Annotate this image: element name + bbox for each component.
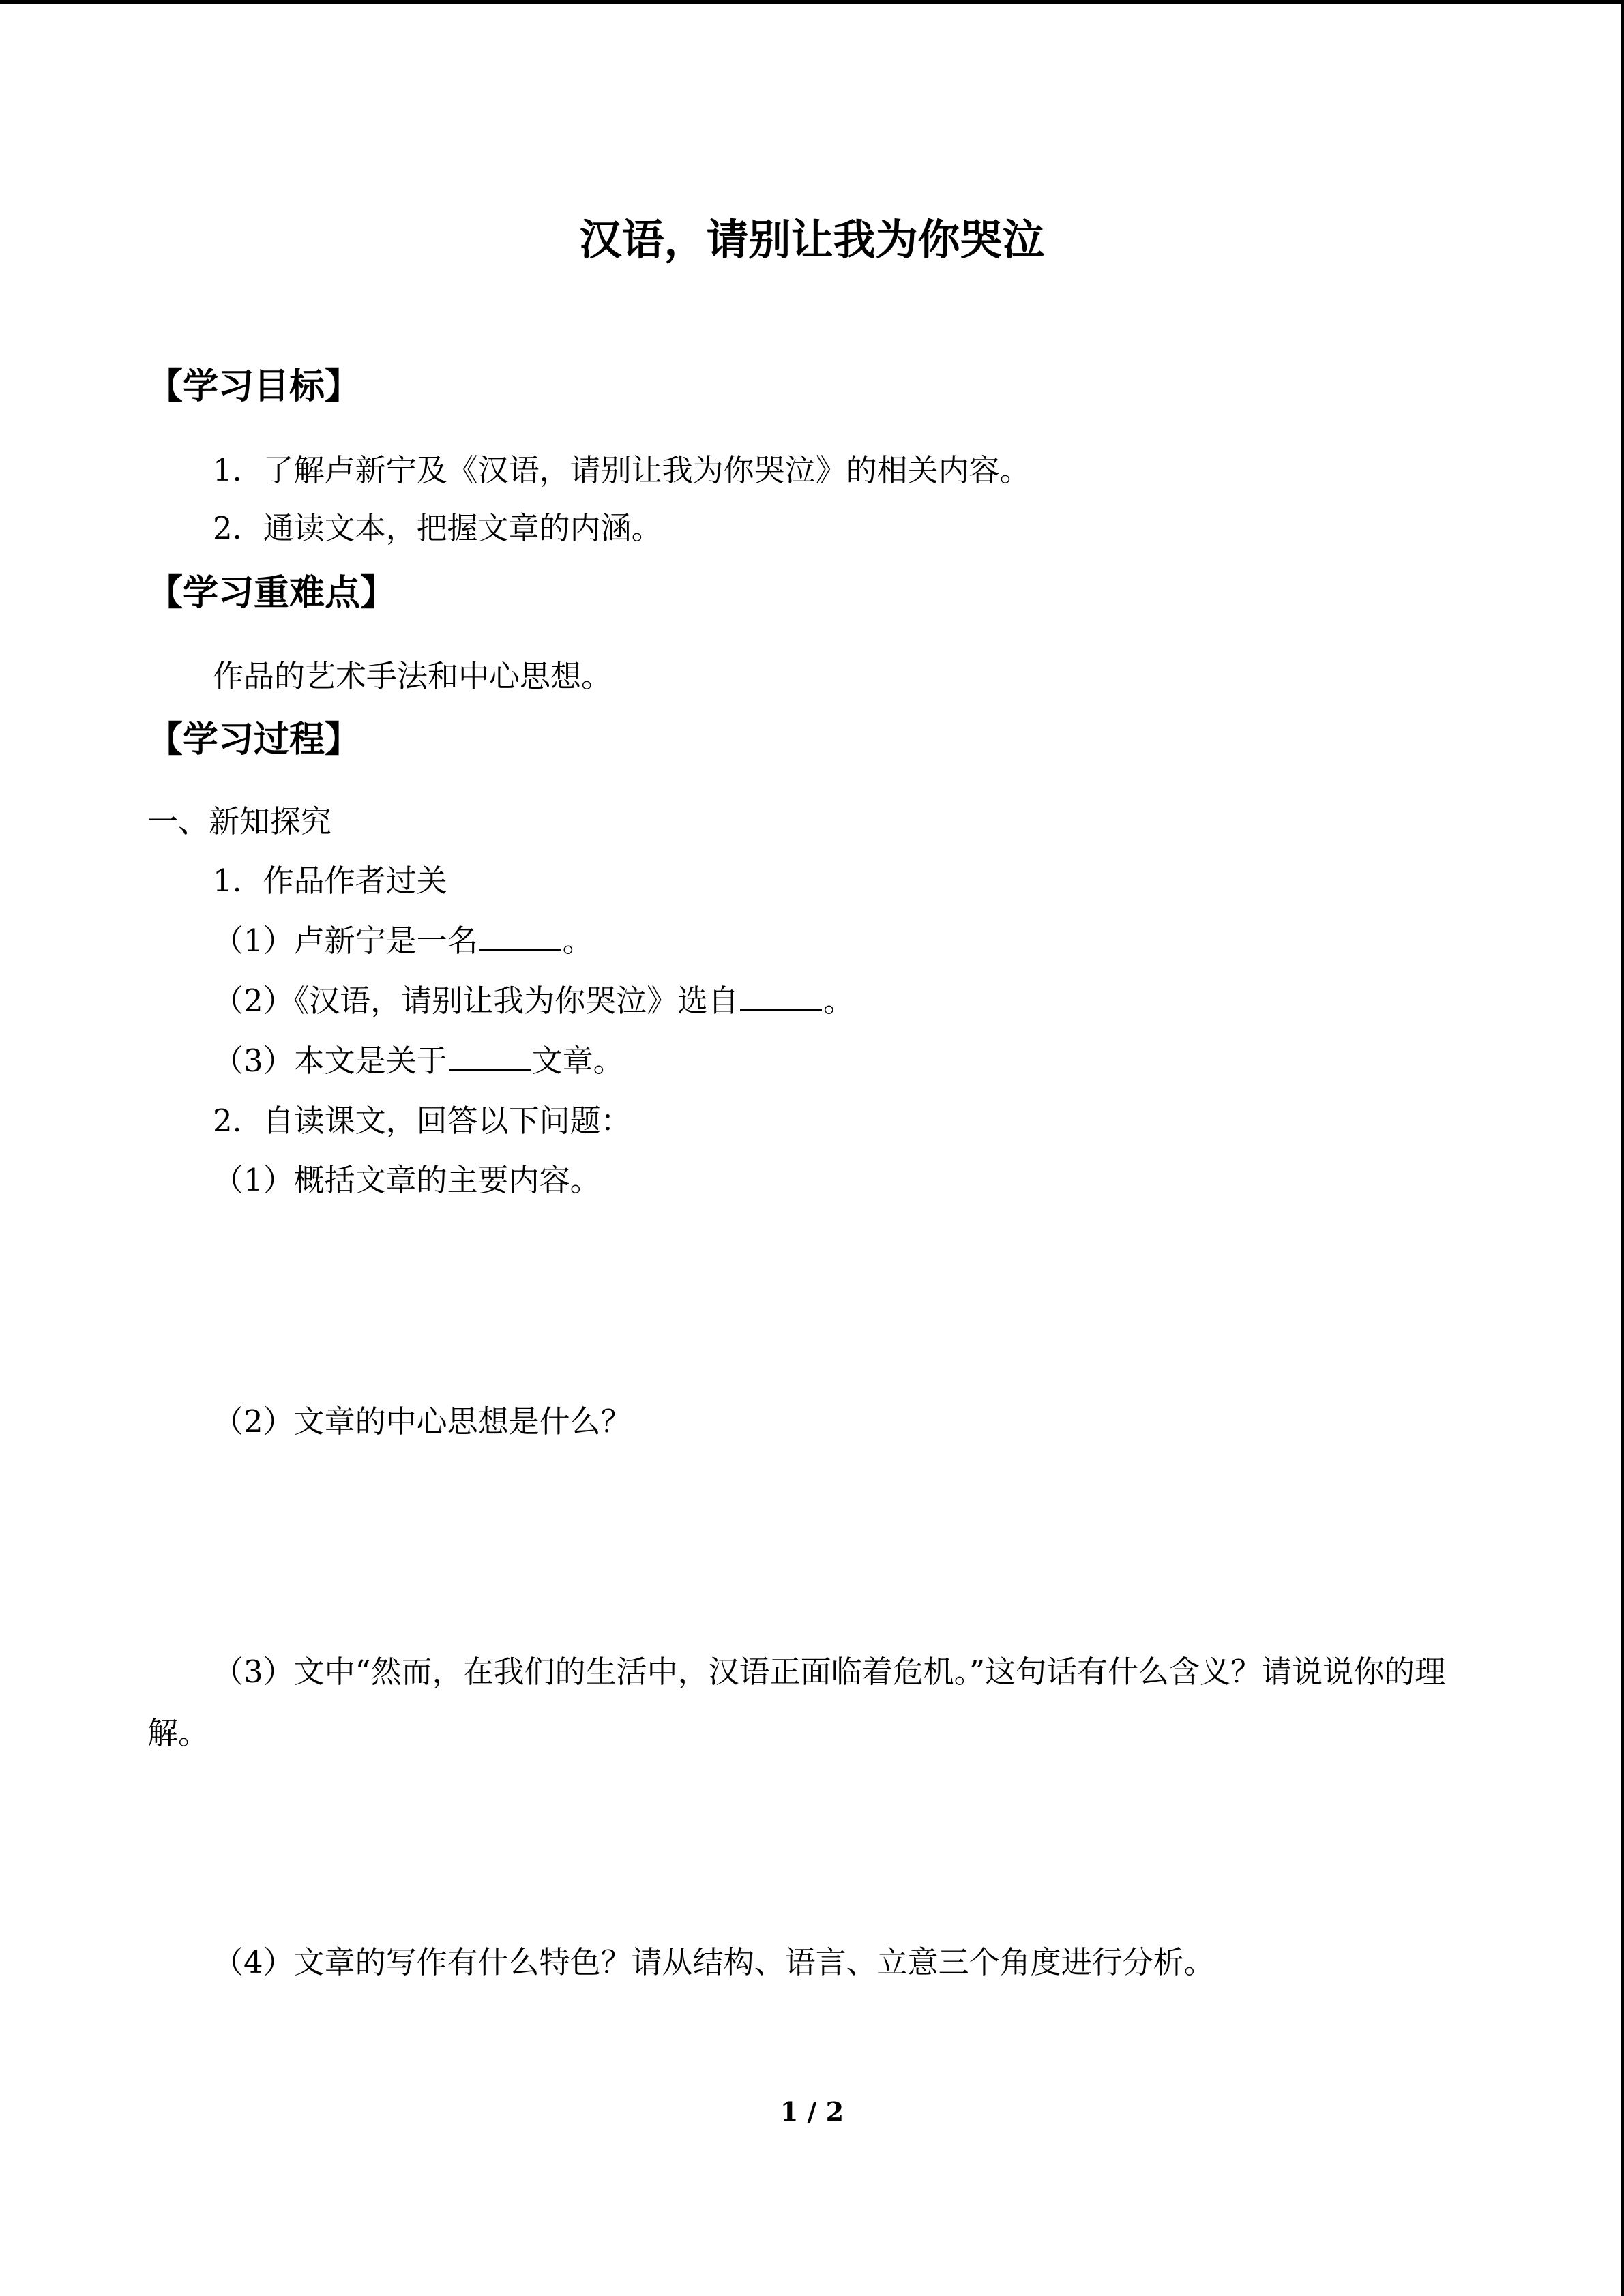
section-heading-process: 【学习过程】 bbox=[147, 719, 361, 760]
section-heading-keypoints: 【学习重难点】 bbox=[147, 573, 396, 614]
part1-heading: 一、新知探究 bbox=[147, 803, 332, 839]
keypoint-text: 作品的艺术手法和中心思想。 bbox=[213, 658, 612, 694]
goal-item-1: 1．了解卢新宁及《汉语，请别让我为你哭泣》的相关内容。 bbox=[213, 452, 1031, 488]
q2-heading: 2．自读课文，回答以下问题： bbox=[213, 1103, 632, 1139]
section-heading-goals: 【学习目标】 bbox=[147, 366, 361, 407]
q2-item-3: （3）文中“然而，在我们的生活中，汉语正面临着危机。”这句话有什么含义？请说说你的理解。 bbox=[147, 1654, 1446, 1751]
q1-item-2 bbox=[213, 981, 854, 1022]
q1-item-2-text: （2）《汉语，请别让我为你哭泣》选自 bbox=[213, 983, 739, 1019]
answer-blank[interactable] bbox=[449, 1041, 531, 1071]
q1-item-3-text: （3）本文是关于 bbox=[213, 1043, 447, 1079]
answer-blank[interactable] bbox=[740, 981, 822, 1011]
q1-item-1-end: 。 bbox=[562, 923, 593, 959]
document-title: 汉语，请别让我为你哭泣 bbox=[579, 215, 1045, 265]
q1-item-1-text: （1）卢新宁是一名 bbox=[213, 923, 478, 959]
q1-item-2-end: 。 bbox=[823, 983, 855, 1019]
answer-blank[interactable] bbox=[479, 921, 561, 951]
q1-item-3 bbox=[213, 1041, 624, 1082]
goal-item-2: 2．通读文本，把握文章的内涵。 bbox=[213, 510, 662, 546]
q1-item-1 bbox=[213, 921, 593, 961]
q2-item-1: （1）概括文章的主要内容。 bbox=[213, 1162, 601, 1198]
q2-item-4: （4）文章的写作有什么特色？请从结构、语言、立意三个角度进行分析。 bbox=[213, 1944, 1215, 1980]
page-top-border bbox=[0, 0, 1624, 4]
q1-heading: 1．作品作者过关 bbox=[213, 863, 447, 899]
page-number: 1 / 2 bbox=[780, 2096, 844, 2127]
q1-item-3-end: 文章。 bbox=[531, 1043, 624, 1079]
q2-item-2: （2）文章的中心思想是什么？ bbox=[213, 1403, 632, 1440]
page-right-border bbox=[1621, 0, 1624, 2296]
